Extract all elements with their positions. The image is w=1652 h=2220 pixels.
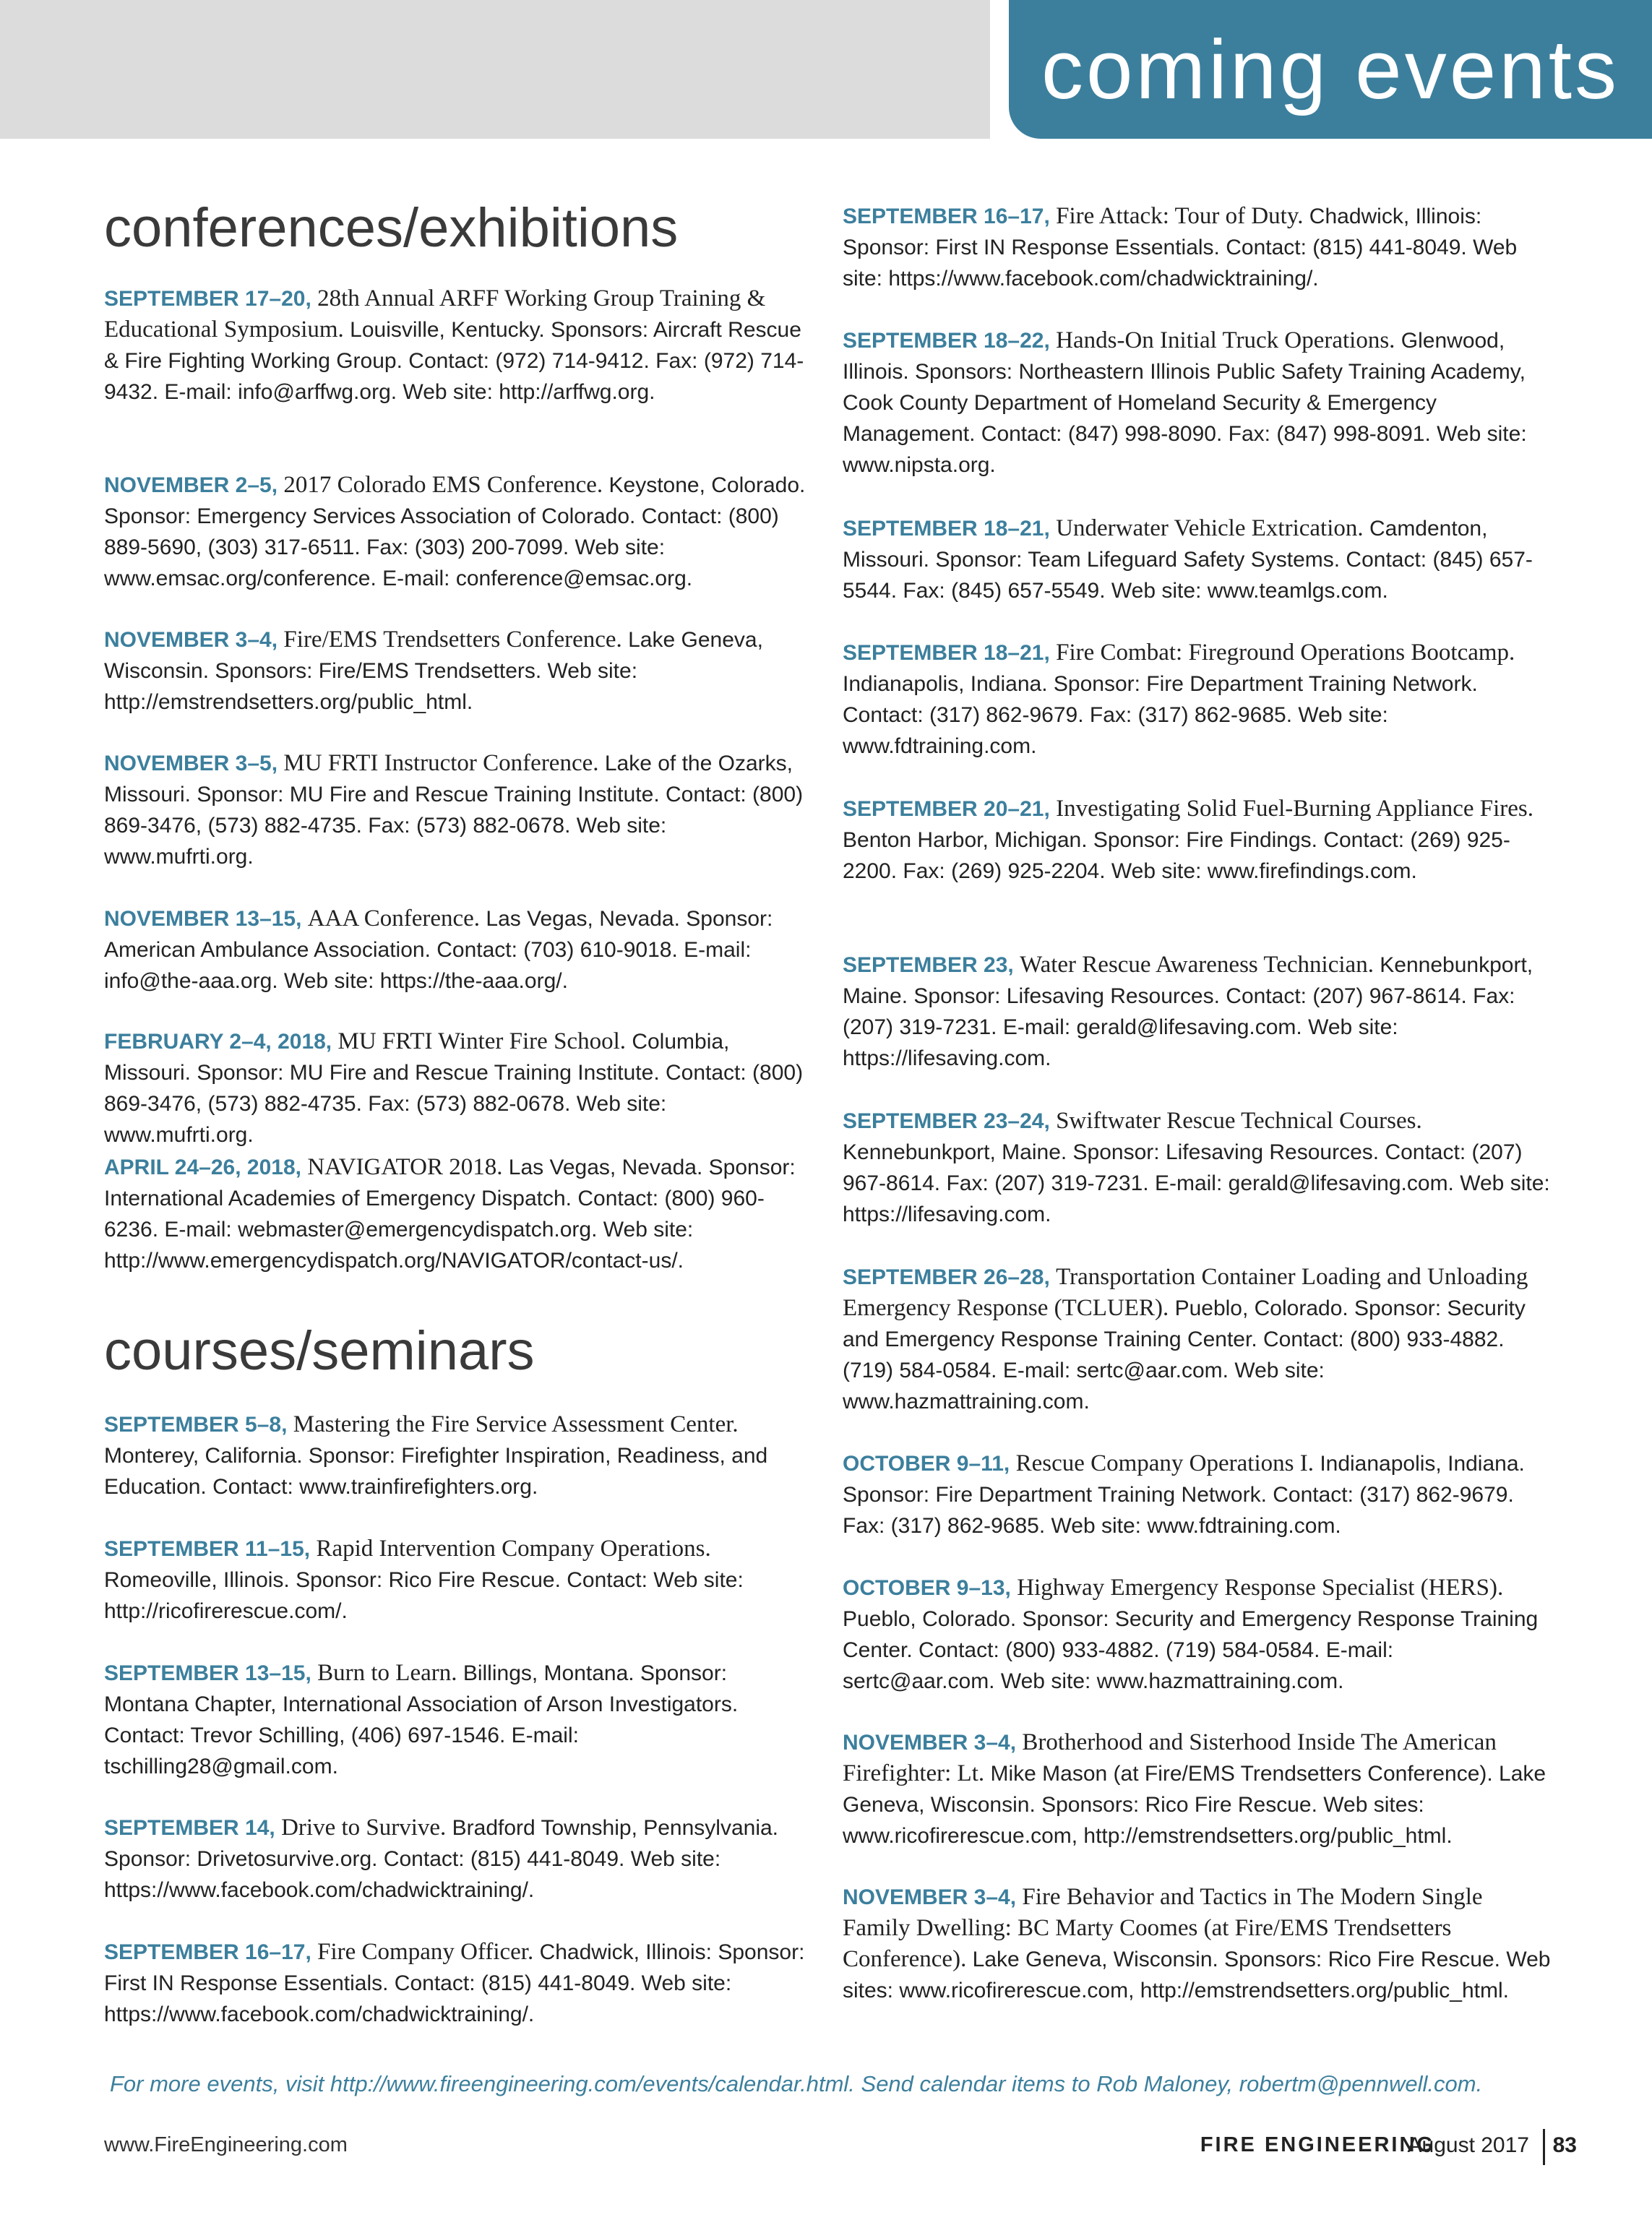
list-item xyxy=(843,1106,1551,1230)
event-details: Pueblo, Colorado. Sponsor: Security and Emergency Response Training Center. Contact: (800) 933-4882. (719) 584-0584. E-mail: sertc@aar.com. Web site: www.hazmattraining.com. xyxy=(843,1607,1539,1693)
list-item xyxy=(843,793,1551,887)
event-details: Benton Harbor, Michigan. Sponsor: Fire Findings. Contact: (269) 925-2200. Fax: (269) 925-2204. Web site: www.firefindings.com. xyxy=(843,828,1510,883)
event-title: Water Rescue Awareness Technician. xyxy=(1020,952,1374,978)
event-date: SEPTEMBER 5–8, xyxy=(104,1413,288,1437)
event-title: Drive to Survive. xyxy=(281,1815,447,1841)
event-date: SEPTEMBER 16–17, xyxy=(843,205,1050,228)
event-date: NOVEMBER 2–5, xyxy=(104,473,278,497)
event-date: SEPTEMBER 23–24, xyxy=(843,1109,1050,1133)
list-item xyxy=(843,637,1551,762)
list-item xyxy=(104,1658,812,1782)
event-title: Fire Combat: Fireground Operations Bootcamp. xyxy=(1056,640,1515,666)
section-tab: coming events xyxy=(1009,0,1652,139)
event-details: Chadwick, Illinois: Sponsor: First IN Response Essentials. Contact: (815) 441-8049. Web site: https://www.facebook.com/chadwicktraining/. xyxy=(843,205,1518,291)
event-details: Mike Mason (at Fire/EMS Trendsetters Conference). Lake Geneva, Wisconsin. Sponsors: Rico Fire Rescue. Web sites: www.ricofirerescue.com, http://emstrendsetters.org/public_html. xyxy=(843,1762,1546,1848)
list-item xyxy=(104,624,812,718)
page-number: 83 xyxy=(1552,2133,1577,2157)
event-details: Lake Geneva, Wisconsin. Sponsors: Fire/EMS Trendsetters. Web site: http://emstrendsetters.org/public_html. xyxy=(104,628,763,714)
more-events-note: For more events, visit http://www.fireengineering.com/events/calendar.html. Send calendar items to Rob Maloney, robertm@pennwell.com. xyxy=(110,2071,1483,2096)
list-item xyxy=(843,201,1551,294)
list-item xyxy=(843,1727,1551,1851)
event-title: Fire Attack: Tour of Duty. xyxy=(1056,203,1304,229)
event-title: Transportation Container Loading and Unloading Emergency Response (TCLUER). xyxy=(843,1264,1528,1321)
event-details: Las Vegas, Nevada. Sponsor: International Academies of Emergency Dispatch. Contact: (800) 960-6236. E-mail: webmaster@emergencydispatch.org. Web site: http://www.emergencydispatch.org/NAVIGATOR/contact-us/. xyxy=(104,1156,796,1273)
event-title: Fire Company Officer. xyxy=(317,1939,534,1965)
list-item xyxy=(843,513,1551,606)
event-date: APRIL 24–26, 2018, xyxy=(104,1156,301,1179)
event-date: SEPTEMBER 17–20, xyxy=(104,287,311,311)
event-date: SEPTEMBER 18–22, xyxy=(843,329,1050,353)
magazine-name: FIRE ENGINEERING xyxy=(1200,2133,1435,2156)
list-item xyxy=(104,283,812,408)
event-title: Highway Emergency Response Specialist (HERS). xyxy=(1017,1575,1504,1601)
event-title: 2017 Colorado EMS Conference. xyxy=(283,472,603,498)
list-item xyxy=(843,325,1551,481)
event-title: Fire/EMS Trendsetters Conference. xyxy=(283,627,622,653)
event-date: SEPTEMBER 11–15, xyxy=(104,1537,311,1561)
list-item xyxy=(104,748,812,872)
event-title: 28th Annual ARFF Working Group Training & Educational Symposium. xyxy=(104,285,766,343)
event-details: Pueblo, Colorado. Sponsor: Security and Emergency Response Training Center. Contact: (800) 933-4882. (719) 584-0584. E-mail: sertc@aar.com. Web site: www.hazmattraining.com. xyxy=(843,1296,1526,1414)
event-title: MU FRTI Winter Fire School. xyxy=(337,1028,626,1054)
event-details: Columbia, Missouri. Sponsor: MU Fire and Rescue Training Institute. Contact: (800) 869-3476, (573) 882-4735. Fax: (573) 882-0678. Web site: www.mufrti.org. xyxy=(104,1030,804,1147)
footer-url: www.FireEngineering.com xyxy=(104,2133,348,2156)
list-item xyxy=(104,1152,812,1276)
event-details: Billings, Montana. Sponsor: Montana Chapter, International Association of Arson Investigators. Contact: Trevor Schilling, (406) 697-1546. E-mail: tschilling28@gmail.com. xyxy=(104,1661,739,1778)
event-details: Keystone, Colorado. Sponsor: Emergency Services Association of Colorado. Contact: (800) 889-5690, (303) 317-6511. Fax: (303) 200-7099. Web site: www.emsac.org/conference. E-mail: conference@emsac.org. xyxy=(104,473,806,590)
list-item xyxy=(104,1409,812,1502)
event-date: NOVEMBER 3–4, xyxy=(843,1731,1017,1755)
event-title: Mastering the Fire Service Assessment Center. xyxy=(293,1411,739,1437)
event-title: Fire Behavior and Tactics in The Modern Single Family Dwelling: BC Marty Coomes (at Fire/EMS Trendsetters Conference). xyxy=(843,1884,1483,1972)
event-date: SEPTEMBER 20–21, xyxy=(843,797,1050,821)
event-title: Underwater Vehicle Extrication. xyxy=(1056,515,1364,541)
event-date: SEPTEMBER 18–21, xyxy=(843,517,1050,541)
event-title: Investigating Solid Fuel-Burning Appliance Fires. xyxy=(1056,796,1533,822)
event-details: Indianapolis, Indiana. Sponsor: Fire Department Training Network. Contact: (317) 862-9679. Fax: (317) 862-9685. Web site: www.fdtraining.com. xyxy=(843,672,1478,758)
event-title: Swiftwater Rescue Technical Courses. xyxy=(1056,1108,1422,1134)
event-date: OCTOBER 9–13, xyxy=(843,1576,1011,1600)
event-details: Bradford Township, Pennsylvania. Sponsor: Drivetosurvive.org. Contact: (815) 441-8049. Web site: https://www.facebook.com/chadwicktraining/. xyxy=(104,1816,779,1902)
event-details: Lake of the Ozarks, Missouri. Sponsor: MU Fire and Rescue Training Institute. Contact: (800) 869-3476, (573) 882-4735. Fax: (573) 882-0678. Web site: www.mufrti.org. xyxy=(104,752,804,869)
event-title: Burn to Learn. xyxy=(317,1660,457,1686)
heading-conferences: conferences/exhibitions xyxy=(104,197,679,259)
event-title: NAVIGATOR 2018. xyxy=(307,1154,503,1180)
event-details: Romeoville, Illinois. Sponsor: Rico Fire Rescue. Contact: Web site: http://ricofirerescue.com/. xyxy=(104,1568,744,1623)
list-item xyxy=(104,470,812,594)
list-item xyxy=(104,1937,812,2030)
header-bar xyxy=(0,0,990,139)
event-title: AAA Conference. xyxy=(307,905,481,932)
event-details: Las Vegas, Nevada. Sponsor: American Ambulance Association. Contact: (703) 610-9018. E-mail: info@the-aaa.org. Web site: https://the-aaa.org/. xyxy=(104,907,773,993)
event-details: Lake Geneva, Wisconsin. Sponsors: Rico Fire Rescue. Web sites: www.ricofirerescue.com, http://emstrendsetters.org/public_html. xyxy=(843,1948,1551,2002)
event-date: NOVEMBER 3–4, xyxy=(104,628,278,652)
list-item xyxy=(104,903,812,997)
event-title: Rescue Company Operations I. xyxy=(1015,1450,1314,1476)
event-details: Kennebunkport, Maine. Sponsor: Lifesaving Resources. Contact: (207) 967-8614. Fax: (207) 319-7231. E-mail: gerald@lifesaving.com. Web site: https://lifesaving.com. xyxy=(843,1140,1550,1226)
event-date: OCTOBER 9–11, xyxy=(843,1452,1010,1476)
list-item xyxy=(843,950,1551,1074)
list-item xyxy=(104,1533,812,1627)
event-date: SEPTEMBER 18–21, xyxy=(843,641,1050,665)
event-title: Brotherhood and Sisterhood Inside The American Firefighter: Lt. xyxy=(843,1729,1497,1786)
heading-courses: courses/seminars xyxy=(104,1320,535,1382)
list-item xyxy=(104,1812,812,1906)
list-item xyxy=(843,1572,1551,1697)
event-details: Camdenton, Missouri. Sponsor: Team Lifeguard Safety Systems. Contact: (845) 657-5544. Fax: (845) 657-5549. Web site: www.teamlgs.com. xyxy=(843,517,1533,603)
event-date: SEPTEMBER 13–15, xyxy=(104,1661,311,1685)
page-footer xyxy=(0,2133,1652,2165)
event-date: FEBRUARY 2–4, 2018, xyxy=(104,1030,332,1054)
event-details: Glenwood, Illinois. Sponsors: Northeastern Illinois Public Safety Training Academy, Cook County Department of Homeland Security & Emergency Management. Contact: (847) 998-8090. Fax: (847) 998-8091. Web site: www.nipsta.org. xyxy=(843,329,1527,477)
list-item xyxy=(104,1026,812,1150)
event-date: NOVEMBER 3–5, xyxy=(104,752,278,775)
event-date: NOVEMBER 3–4, xyxy=(843,1885,1017,1909)
event-details: Chadwick, Illinois: Sponsor: First IN Response Essentials. Contact: (815) 441-8049. Web site: https://www.facebook.com/chadwicktraining/. xyxy=(104,1940,805,2026)
event-date: NOVEMBER 13–15, xyxy=(104,907,302,931)
list-item xyxy=(843,1882,1551,2006)
issue-date: August 2017 xyxy=(1407,2133,1529,2157)
list-item xyxy=(843,1448,1551,1541)
event-date: SEPTEMBER 14, xyxy=(104,1816,275,1840)
event-date: SEPTEMBER 26–28, xyxy=(843,1265,1050,1289)
event-details: Indianapolis, Indiana. Sponsor: Fire Department Training Network. Contact: (317) 862-9679. Fax: (317) 862-9685. Web site: www.fdtraining.com. xyxy=(843,1452,1525,1538)
event-title: MU FRTI Instructor Conference. xyxy=(283,750,599,776)
event-details: Monterey, California. Sponsor: Firefighter Inspiration, Readiness, and Education. Contact: www.trainfirefighters.org. xyxy=(104,1444,768,1499)
list-item xyxy=(843,1262,1551,1417)
event-title: Rapid Intervention Company Operations. xyxy=(316,1536,711,1562)
event-title: Hands-On Initial Truck Operations. xyxy=(1056,327,1395,353)
footer-divider xyxy=(1543,2129,1545,2165)
event-details: Kennebunkport, Maine. Sponsor: Lifesaving Resources. Contact: (207) 967-8614. Fax: (207) 319-7231. E-mail: gerald@lifesaving.com. Web site: https://lifesaving.com. xyxy=(843,953,1533,1070)
event-details: Louisville, Kentucky. Sponsors: Aircraft Rescue & Fire Fighting Working Group. Contact: (972) 714-9412. Fax: (972) 714-9432. E-mail: info@arffwg.org. Web site: http://arffwg.org. xyxy=(104,318,804,404)
event-date: SEPTEMBER 23, xyxy=(843,953,1014,977)
event-date: SEPTEMBER 16–17, xyxy=(104,1940,311,1964)
